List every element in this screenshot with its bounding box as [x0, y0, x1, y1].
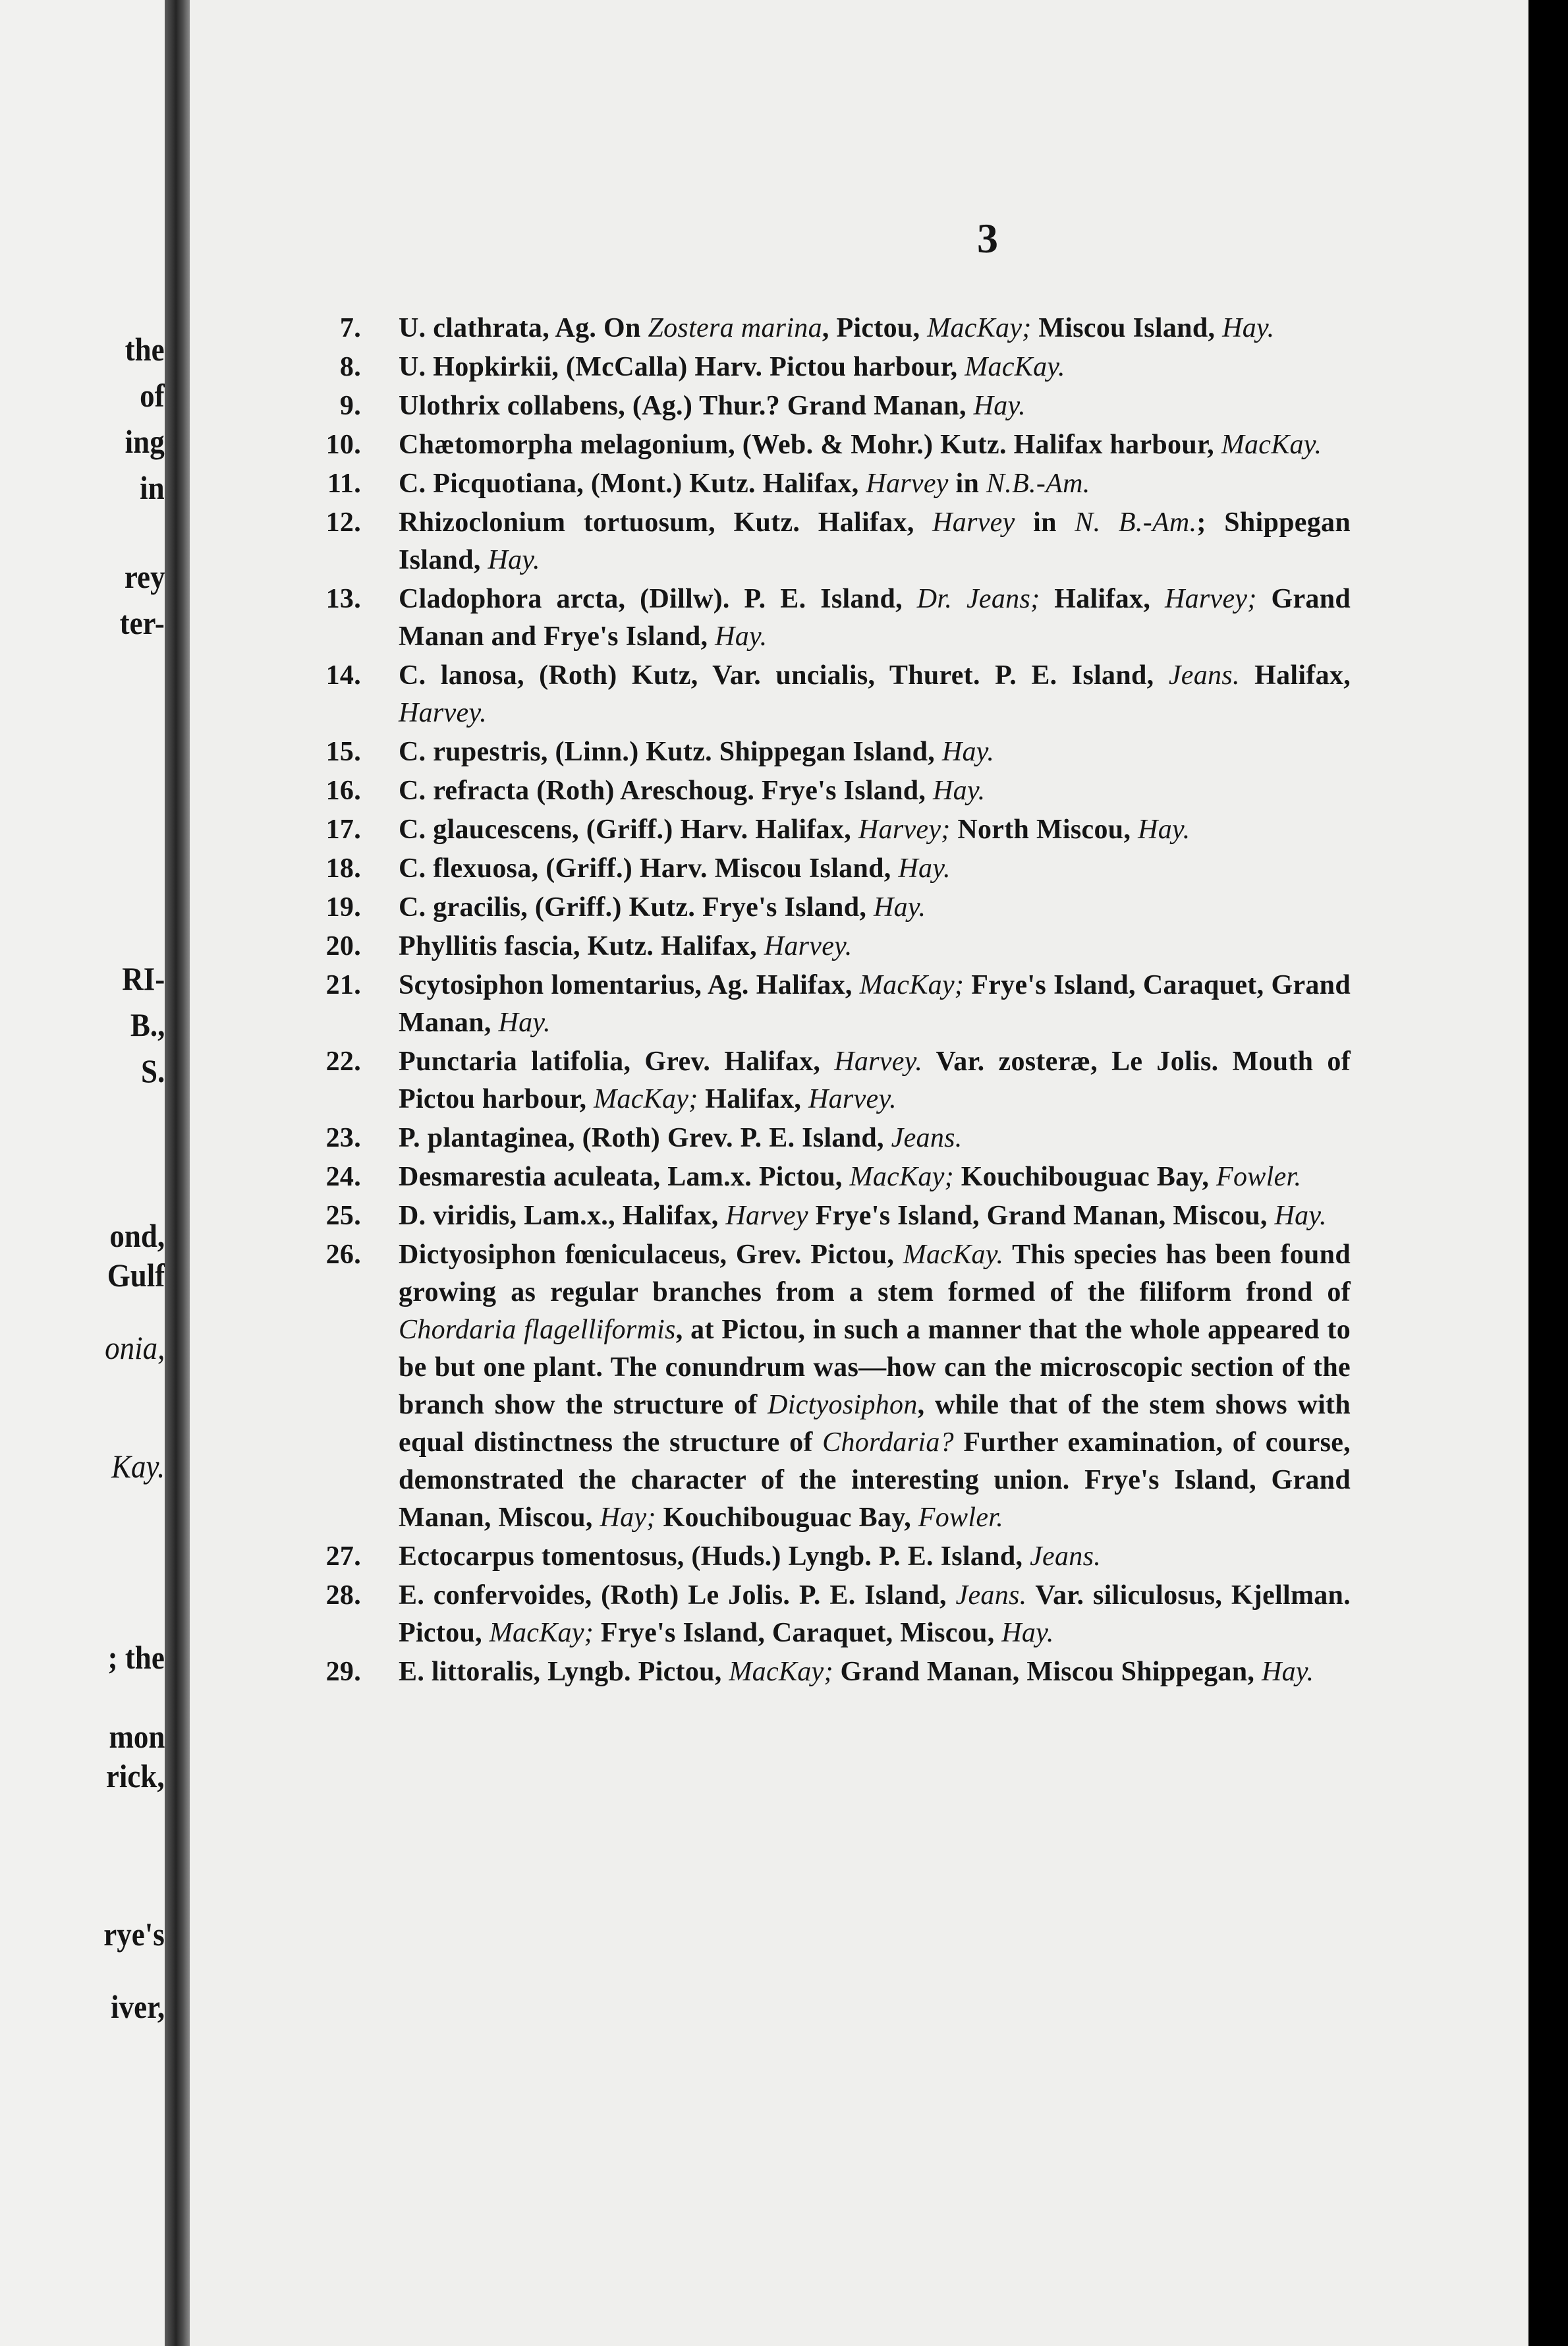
species-entry: [283, 928, 1351, 965]
entry-number: 15.: [325, 737, 361, 767]
entry-italic-text: Harvey: [932, 507, 1015, 538]
entry-text: North Miscou,: [950, 815, 1138, 845]
left-margin-fragment: in: [140, 469, 165, 506]
entry-number: 9.: [339, 391, 361, 421]
species-entry: [283, 772, 1351, 810]
entry-text: Scytosiphon lomentarius, Ag. Halifax,: [399, 970, 860, 1000]
species-entry: [283, 387, 1351, 425]
entry-number: 19.: [325, 892, 361, 923]
book-gutter: [165, 0, 190, 2346]
entry-italic-text: Fowler.: [1216, 1162, 1302, 1192]
left-margin-fragment: onia,: [104, 1329, 165, 1366]
left-margin-fragment: ond,: [109, 1217, 165, 1254]
entry-italic-text: Hay.: [1274, 1201, 1327, 1231]
entry-text: in: [1015, 507, 1075, 538]
entry-number: 29.: [325, 1657, 361, 1687]
entry-text: , Pictou,: [822, 313, 928, 343]
entry-italic-text: Jeans.: [891, 1123, 963, 1153]
entry-text: in: [948, 469, 986, 499]
entry-italic-text: Jeans.: [1030, 1541, 1102, 1572]
entry-number: 17.: [325, 815, 361, 845]
entry-italic-text: Hay.: [1001, 1618, 1054, 1648]
entry-text: Grand Manan and Frye's Island,: [399, 584, 1351, 652]
entry-number: 8.: [339, 352, 361, 382]
entry-italic-text: Zostera marina: [648, 313, 822, 343]
entry-italic-text: MacKay.: [965, 352, 1065, 382]
entry-text: E. littoralis, Lyngb. Pictou,: [399, 1657, 729, 1687]
entry-text: Further examination, of course, demonstrated the character of the interesting union. Frye's Island, Grand Manan, Miscou,: [399, 1427, 1351, 1533]
entry-text: Frye's Island, Caraquet, Miscou,: [594, 1618, 1002, 1648]
entry-number: 21.: [325, 970, 361, 1000]
left-margin-fragment: ter-: [119, 604, 165, 641]
species-entry: [283, 889, 1351, 927]
entry-number: 24.: [325, 1162, 361, 1192]
entry-text: C. rupestris, (Linn.) Kutz. Shippegan Island,: [399, 737, 942, 767]
entry-text: Kouchibouguac Bay,: [953, 1162, 1217, 1192]
species-entry: [283, 1653, 1351, 1691]
entry-italic-text: Hay.: [873, 892, 926, 923]
entry-number: 16.: [325, 776, 361, 806]
entry-italic-text: Harvey;: [1164, 584, 1257, 614]
entry-text: Cladophora arcta, (Dillw). P. E. Island,: [399, 584, 917, 614]
entry-text: Var. siliculosus, Kjellman. Pictou,: [399, 1580, 1351, 1648]
entry-text: Grand Manan, Miscou Shippegan,: [833, 1657, 1262, 1687]
left-margin-fragment: rick,: [106, 1758, 165, 1794]
left-margin-fragment: Gulf: [107, 1257, 165, 1294]
species-entry: [283, 1197, 1351, 1235]
entry-number: 12.: [325, 507, 361, 538]
entry-italic-text: N. B.-Am.: [1075, 507, 1197, 538]
entry-text: P. plantaginea, (Roth) Grev. P. E. Island,: [399, 1123, 891, 1153]
species-entry: [283, 465, 1351, 503]
entry-text: Punctaria latifolia, Grev. Halifax,: [399, 1046, 835, 1077]
species-entry: [283, 1577, 1351, 1652]
entry-italic-text: MacKay.: [1221, 430, 1322, 460]
entry-text: , while that of the stem shows with equal distinctness the structure of: [399, 1390, 1351, 1458]
entry-number: 11.: [327, 469, 361, 499]
entry-number: 25.: [325, 1201, 361, 1231]
entry-italic-text: Harvey.: [399, 698, 487, 728]
entry-text: This species has been found growing as regular branches from a stem formed of the filiform frond of: [399, 1240, 1351, 1307]
species-entry: [283, 1159, 1351, 1196]
page-number: 3: [977, 215, 998, 262]
entry-italic-text: MacKay;: [729, 1657, 833, 1687]
species-entry: [283, 1120, 1351, 1157]
entry-italic-text: MacKay;: [849, 1162, 954, 1192]
entry-italic-text: N.B.-Am.: [986, 469, 1090, 499]
entry-italic-text: Jeans.: [955, 1580, 1027, 1611]
entry-italic-text: Chordaria flagelliformis: [399, 1315, 676, 1345]
entry-text: Ectocarpus tomentosus, (Huds.) Lyngb. P. E. Island,: [399, 1541, 1030, 1572]
species-entry: [283, 504, 1351, 579]
entry-italic-text: Harvey: [725, 1201, 808, 1231]
species-entry: [283, 733, 1351, 771]
entry-italic-text: Harvey.: [808, 1084, 897, 1114]
entry-text: Desmarestia aculeata, Lam.x. Pictou,: [399, 1162, 850, 1192]
entry-text: Frye's Island, Caraquet, Grand Manan,: [399, 970, 1351, 1038]
entry-number: 13.: [325, 584, 361, 614]
left-margin-fragment: mon: [108, 1718, 165, 1755]
species-entry: [283, 967, 1351, 1042]
entry-italic-text: Harvey: [866, 469, 949, 499]
entry-italic-text: Dictyosiphon: [768, 1390, 918, 1420]
entry-text: C. glaucescens, (Griff.) Harv. Halifax,: [399, 815, 858, 845]
entry-italic-text: Chordaria?: [822, 1427, 954, 1458]
species-entry: [283, 1043, 1351, 1118]
left-margin-fragment: rye's: [103, 1916, 165, 1953]
entry-italic-text: MacKay;: [927, 313, 1032, 343]
entry-italic-text: Hay.: [973, 391, 1026, 421]
left-margin-fragment: RI-: [122, 960, 165, 997]
species-entry: [283, 349, 1351, 386]
entry-text: U. clathrata, Ag. On: [399, 313, 648, 343]
entry-text: C. gracilis, (Griff.) Kutz. Frye's Island,: [399, 892, 874, 923]
left-page-fragment: [0, 0, 165, 2346]
species-entry: [283, 1236, 1351, 1537]
entry-number: 7.: [339, 313, 361, 343]
entry-italic-text: Hay;: [600, 1502, 656, 1533]
left-margin-fragment: S.: [140, 1052, 165, 1089]
left-margin-fragment: of: [140, 377, 165, 414]
entry-number: 26.: [325, 1240, 361, 1270]
left-margin-fragment: rey: [124, 558, 165, 595]
entry-italic-text: Hay.: [898, 853, 951, 884]
entry-text: Phyllitis fascia, Kutz. Halifax,: [399, 931, 764, 961]
entry-italic-text: MacKay;: [489, 1618, 594, 1648]
entry-number: 27.: [325, 1541, 361, 1572]
entry-number: 28.: [325, 1580, 361, 1611]
entry-text: Halifax,: [698, 1084, 808, 1114]
entry-text: C. lanosa, (Roth) Kutz, Var. uncialis, Thuret. P. E. Island,: [399, 660, 1169, 691]
entry-text: , at Pictou, in such a manner that the whole appeared to be but one plant. The conundrum was—how can the microscopic section of the branch show the structure of: [399, 1315, 1351, 1420]
entry-italic-text: Harvey.: [834, 1046, 923, 1077]
left-margin-fragment: ing: [125, 423, 165, 460]
entry-text: Dictyosiphon fœniculaceus, Grev. Pictou,: [399, 1240, 903, 1270]
left-margin-fragment: Kay.: [111, 1448, 165, 1485]
entry-italic-text: MacKay;: [859, 970, 965, 1000]
entry-text: Ulothrix collabens, (Ag.) Thur.? Grand Manan,: [399, 391, 974, 421]
entry-text: Halifax,: [1040, 584, 1165, 614]
left-margin-fragment: the: [125, 331, 165, 368]
entry-text: Halifax,: [1239, 660, 1351, 691]
entry-italic-text: MacKay;: [594, 1084, 698, 1114]
entry-italic-text: Fowler.: [918, 1502, 1004, 1533]
species-list: [283, 310, 1351, 1692]
entry-text: Chætomorpha melagonium, (Web. & Mohr.) Kutz. Halifax harbour,: [399, 430, 1221, 460]
entry-text: C. refracta (Roth) Areschoug. Frye's Island,: [399, 776, 934, 806]
entry-number: 23.: [325, 1123, 361, 1153]
entry-text: E. confervoides, (Roth) Le Jolis. P. E. Island,: [399, 1580, 956, 1611]
left-margin-fragment: ; the: [107, 1639, 165, 1676]
entry-text: U. Hopkirkii, (McCalla) Harv. Pictou harbour,: [399, 352, 965, 382]
species-entry: [283, 850, 1351, 888]
entry-italic-text: Hay.: [1222, 313, 1275, 343]
entry-text: ; Shippegan Island,: [399, 507, 1351, 575]
entry-text: Frye's Island, Grand Manan, Miscou,: [808, 1201, 1275, 1231]
entry-italic-text: Hay.: [1138, 815, 1190, 845]
species-entry: [283, 811, 1351, 849]
entry-italic-text: Hay.: [488, 545, 540, 575]
entry-number: 14.: [325, 660, 361, 691]
entry-text: Kouchibouguac Bay,: [656, 1502, 918, 1533]
entry-number: 22.: [325, 1046, 361, 1077]
entry-italic-text: Jeans.: [1168, 660, 1240, 691]
entry-text: Miscou Island,: [1031, 313, 1223, 343]
entry-italic-text: Hay.: [941, 737, 995, 767]
entry-italic-text: Harvey.: [764, 931, 853, 961]
entry-text: D. viridis, Lam.x., Halifax,: [399, 1201, 726, 1231]
entry-italic-text: Hay.: [498, 1008, 551, 1038]
entry-italic-text: MacKay.: [903, 1240, 1004, 1270]
species-entry: [283, 657, 1351, 732]
left-margin-fragment: B.,: [130, 1006, 165, 1043]
entry-number: 20.: [325, 931, 361, 961]
scan-border: [1528, 0, 1568, 2346]
species-entry: [283, 426, 1351, 464]
entry-italic-text: Harvey;: [858, 815, 951, 845]
entry-italic-text: Dr. Jeans;: [916, 584, 1040, 614]
entry-text: C. Picquotiana, (Mont.) Kutz. Halifax,: [399, 469, 866, 499]
entry-text: C. flexuosa, (Griff.) Harv. Miscou Island,: [399, 853, 899, 884]
entry-number: 18.: [325, 853, 361, 884]
species-entry: [283, 310, 1351, 347]
entry-italic-text: Hay.: [1262, 1657, 1314, 1687]
species-entry: [283, 581, 1351, 656]
entry-italic-text: Hay.: [715, 621, 768, 652]
species-entry: [283, 1538, 1351, 1576]
entry-number: 10.: [325, 430, 361, 460]
left-margin-fragment: iver,: [110, 1988, 165, 2025]
entry-text: Var. zosteræ, Le Jolis. Mouth of Pictou harbour,: [399, 1046, 1351, 1114]
entry-text: Rhizoclonium tortuosum, Kutz. Halifax,: [399, 507, 933, 538]
entry-italic-text: Hay.: [933, 776, 986, 806]
